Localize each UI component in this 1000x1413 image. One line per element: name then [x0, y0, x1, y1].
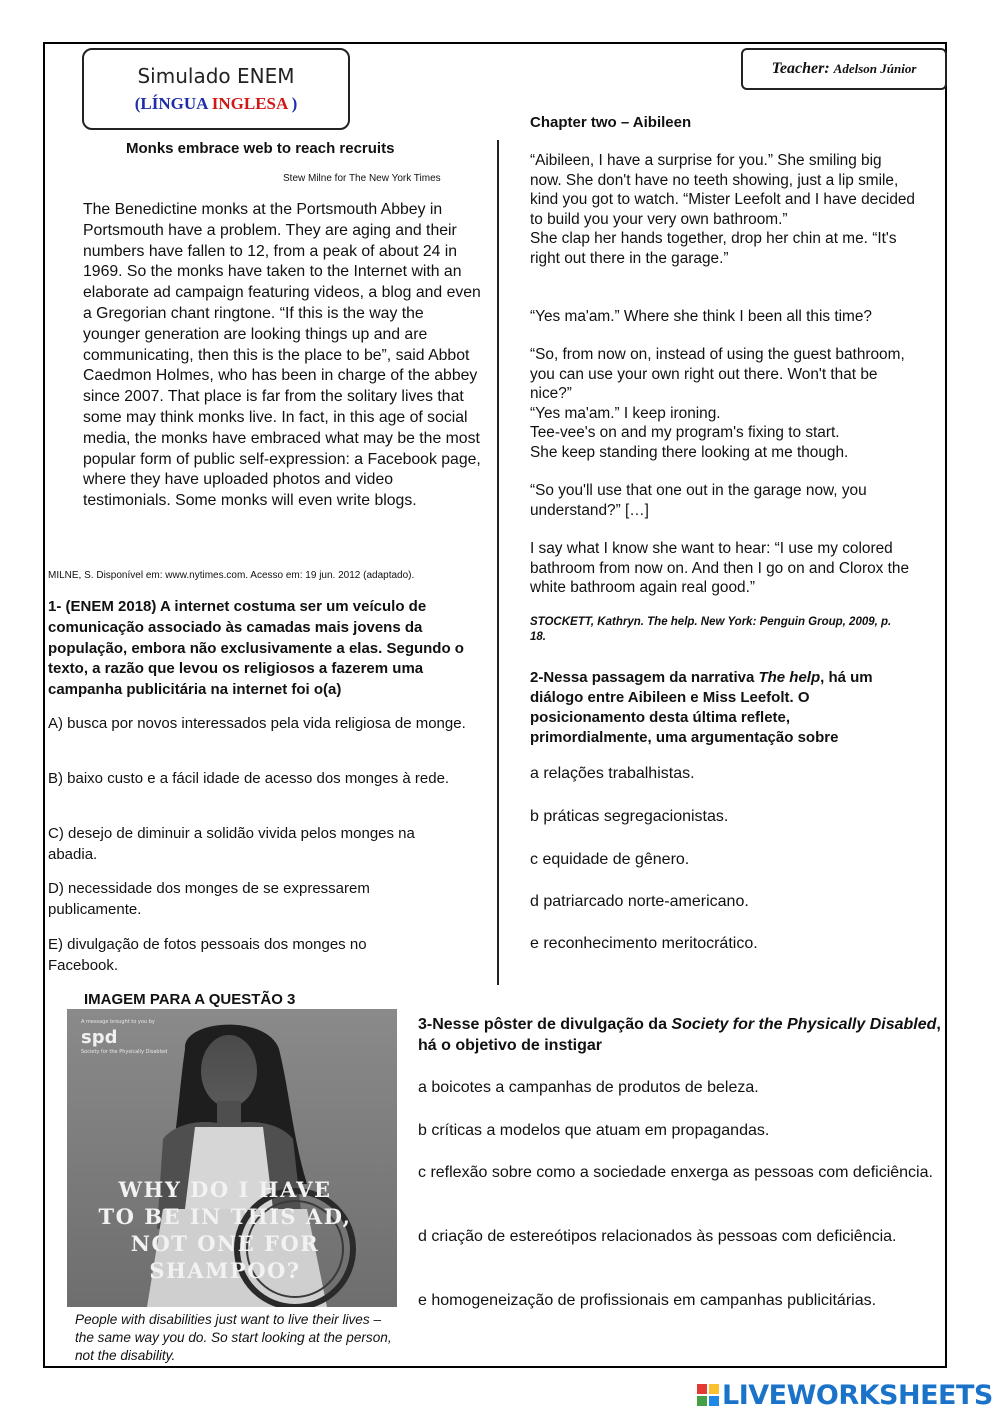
- exam-subtitle: (LÍNGUA INGLESA ): [134, 94, 298, 113]
- liveworksheets-brand: LIVEWORKSHEETS: [722, 1379, 993, 1411]
- chapter-paragraph-4: “So you'll use that one out in the garage now, you understand?” […]: [530, 482, 867, 519]
- question-1-option-c[interactable]: C) desejo de diminuir a solidão vivida pelos monges na abadia.: [48, 825, 415, 863]
- article-byline: Stew Milne for The New York Times: [283, 173, 441, 184]
- liveworksheets-logo[interactable]: [697, 1380, 993, 1410]
- question-1-prompt: 1- (ENEM 2018) A internet costuma ser um veículo de comunicação associado às camadas mais jovens da população, embora não exclusivamente a elas. Segundo o texto, a razão que levou os religiosos a fazerem uma campanha publicitária na internet foi o(a): [48, 598, 464, 699]
- poster-tagline: A message brought to you by: [81, 1019, 155, 1025]
- question-3-option-e[interactable]: e homogeneização de profissionais em campanhas publicitárias.: [418, 1292, 877, 1309]
- chapter-citation: STOCKETT, Kathryn. The help. New York: Penguin Group, 2009, p. 18.: [530, 616, 892, 643]
- teacher-label: Teacher: [771, 60, 825, 77]
- chapter-title: Chapter two – Aibileen: [530, 114, 692, 131]
- question-1-option-b[interactable]: B) baixo custo e a fácil idade de acesso dos monges à rede.: [48, 770, 450, 787]
- title-box: [82, 48, 350, 130]
- poster-logo: spd: [81, 1027, 118, 1048]
- question-3-option-a[interactable]: a boicotes a campanhas de produtos de beleza.: [418, 1079, 759, 1096]
- question-3-option-d[interactable]: d criação de estereótipos relacionados às pessoas com deficiência.: [418, 1228, 897, 1245]
- chapter-paragraph-2: “Yes ma'am.” Where she think I been all this time?: [530, 308, 872, 325]
- question-2-option-c[interactable]: c equidade de gênero.: [530, 851, 690, 868]
- poster-caption: People with disabilities just want to live their lives – the same way you do. So start looking at the person, not the disability.: [75, 1312, 392, 1363]
- poster-headline-line-1: WHY DO I HAVE: [118, 1177, 332, 1202]
- question-1-option-a[interactable]: A) busca por novos interessados pela vida religiosa de monge.: [48, 715, 466, 732]
- question-2-prompt: 2-Nessa passagem da narrativa The help, há um diálogo entre Aibileen e Miss Leefolt. O posicionamento desta última reflete, primordialmente, uma argumentação sobre: [530, 669, 873, 746]
- poster-headline-line-2: TO BE IN THIS AD,: [98, 1204, 352, 1229]
- chapter-paragraph-3: “So, from now on, instead of using the guest bathroom, you can use your own right out there. Won't that be nice?” “Yes ma'am.” I keep ironing. Tee-vee's on and my program's fixing to start. She keep standing there looking at me though.: [530, 346, 905, 461]
- liveworksheets-icon: [697, 1384, 719, 1406]
- question-2-option-a[interactable]: a relações trabalhistas.: [530, 765, 695, 782]
- chapter-paragraph-5: I say what I know she want to hear: “I use my colored bathroom from now on. And then I go on and Clorox the white bathroom again real good.”: [530, 540, 910, 596]
- teacher-name: Adelson Júnior: [833, 61, 917, 76]
- column-divider: [497, 140, 499, 985]
- question-3-prompt: 3-Nesse pôster de divulgação da Society for the Physically Disabled, há o objetivo de instigar: [418, 1016, 941, 1054]
- question-2-option-d[interactable]: d patriarcado norte-americano.: [530, 893, 749, 910]
- poster-org: Society for the Physically Disabled: [81, 1049, 168, 1055]
- article-headline: Monks embrace web to reach recruits: [126, 140, 395, 157]
- question-3-option-c[interactable]: c reflexão sobre como a sociedade enxerga as pessoas com deficiência.: [418, 1164, 933, 1181]
- question-2-option-b[interactable]: b práticas segregacionistas.: [530, 808, 729, 825]
- teacher-box: Teacher: Adelson Júnior: [741, 48, 947, 90]
- exam-title: Simulado ENEM: [137, 64, 295, 88]
- poster-headline-line-3: NOT ONE FOR: [130, 1231, 320, 1256]
- question-1-option-e[interactable]: E) divulgação de fotos pessoais dos monges no Facebook.: [48, 936, 367, 974]
- spd-poster-image: [67, 1009, 397, 1307]
- article-body: The Benedictine monks at the Portsmouth Abbey in Portsmouth have a problem. They are aging and their numbers have fallen to 12, from a peak of about 24 in 1969. So the monks have taken to the Internet with an elaborate ad campaign featuring videos, a blog and even a Gregorian chant ringtone. “If this is the way the younger generation are looking things up and are communicating, then this is the place to be”, said Abbot Caedmon Holmes, who has been in charge of the abbey since 2007. That place is far from the solitary lives that some may think monks live. In fact, in this age of social media, the monks have embraced what may be the most popular form of public self-expression: a Facebook page, where they have uploaded photos and video testimonials. Some monks will even write blogs.: [83, 201, 481, 510]
- poster-headline-line-4: SHAMPOO?: [149, 1258, 301, 1283]
- question-3-image-label: IMAGEM PARA A QUESTÃO 3: [84, 991, 296, 1008]
- question-2-option-e[interactable]: e reconhecimento meritocrático.: [530, 935, 758, 952]
- chapter-paragraph-1: “Aibileen, I have a surprise for you.” She smiling big now. She don't have no teeth showing, just a lip smile, kind you got to watch. “Mister Leefolt and I have decided to build you your very own bathroom.” She clap her hands together, drop her chin at me. “It's right out there in the garage.”: [530, 152, 915, 267]
- question-3-option-b[interactable]: b críticas a modelos que atuam em propagandas.: [418, 1122, 770, 1139]
- question-1-option-d[interactable]: D) necessidade dos monges de se expressarem publicamente.: [48, 880, 370, 918]
- article-source: MILNE, S. Disponível em: www.nytimes.com. Acesso em: 19 jun. 2012 (adaptado).: [48, 570, 415, 581]
